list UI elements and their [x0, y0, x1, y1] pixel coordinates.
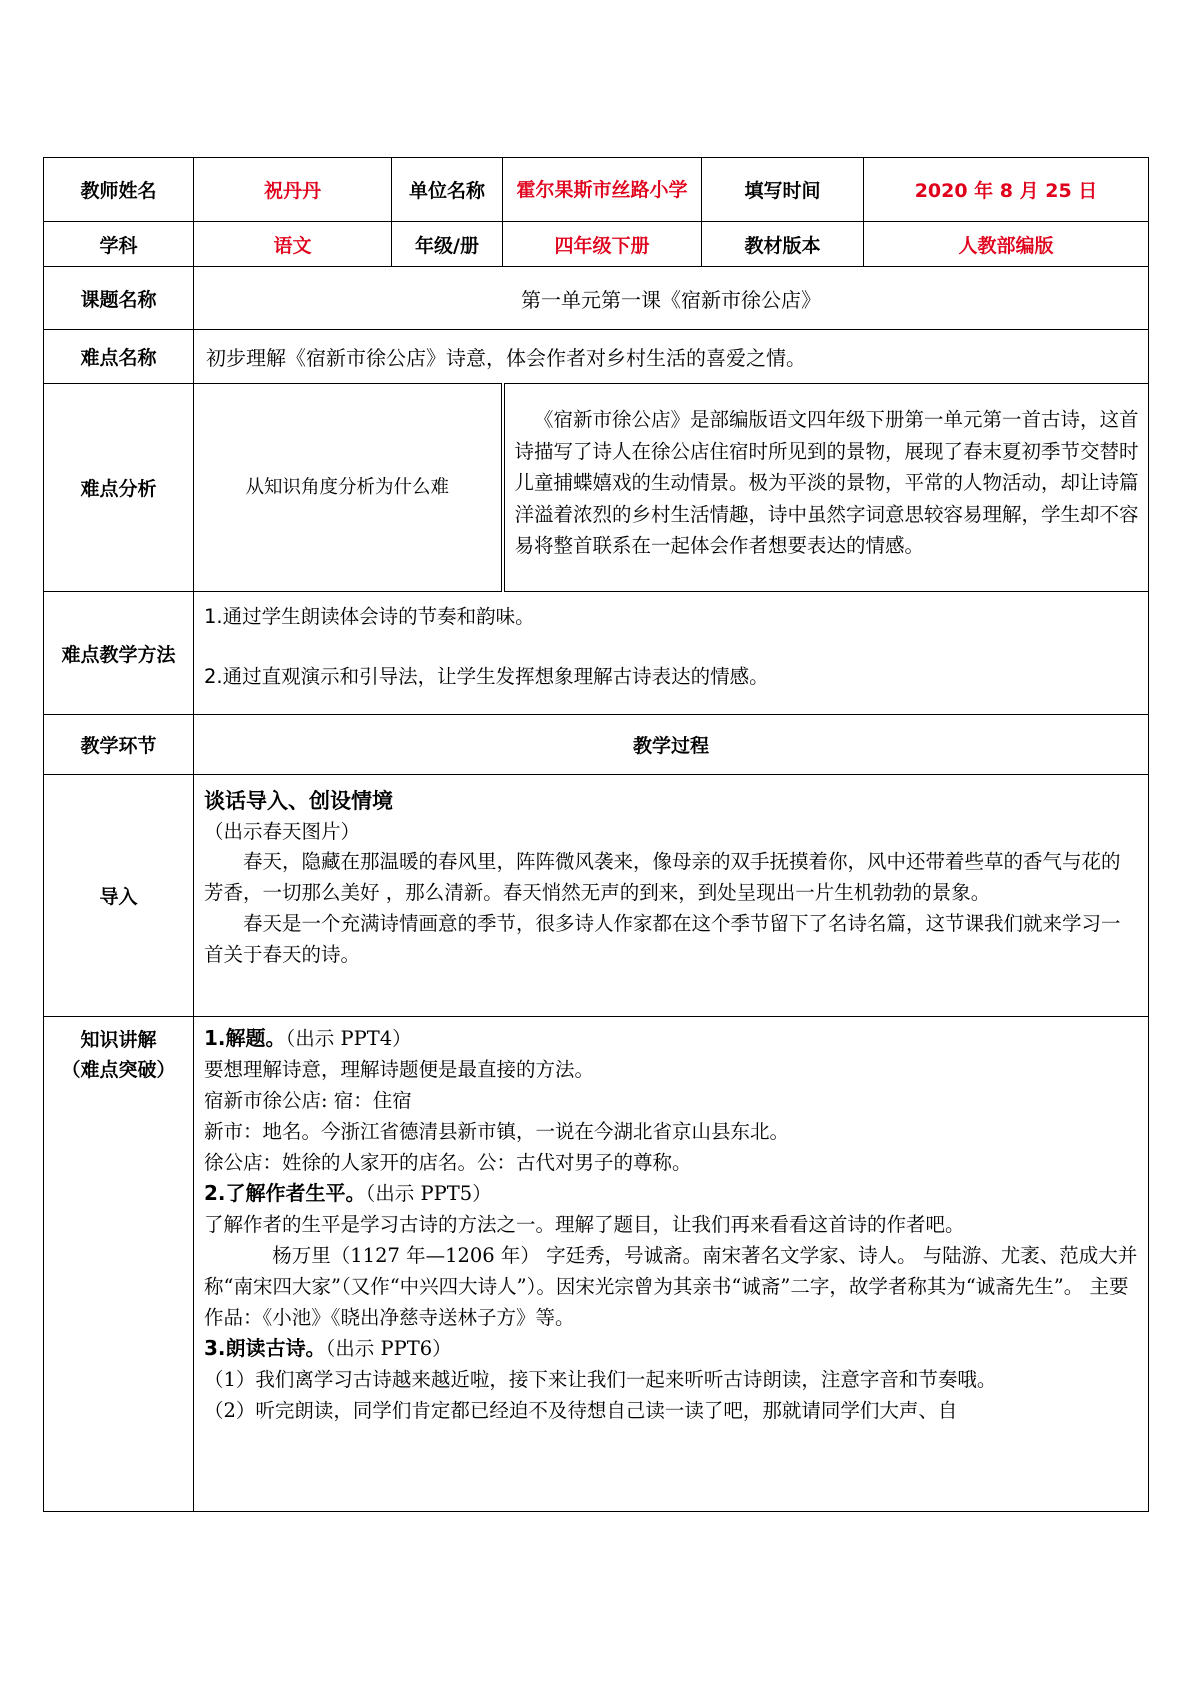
date-value: 2020 年 8 月 25 日 — [864, 158, 1149, 222]
analysis-sub-label: 从知识角度分析为什么难 — [194, 384, 503, 592]
header-row-2 — [44, 222, 1149, 267]
knowledge-label-1: 知识讲解 — [80, 1029, 157, 1051]
topic-row — [44, 267, 1149, 330]
subject-label: 学科 — [44, 222, 194, 267]
section-3-line-1: （1）我们离学习古诗越来越近啦，接下来让我们一起来听听古诗朗读，注意字音和节奏哦。 — [204, 1368, 997, 1391]
subject-value: 语文 — [194, 222, 392, 267]
edition-label: 教材版本 — [702, 222, 864, 267]
topic-value: 第一单元第一课《宿新市徐公店》 — [194, 267, 1149, 330]
grade-label: 年级/册 — [392, 222, 503, 267]
intro-paragraph-2: 春天是一个充满诗情画意的季节，很多诗人作家都在这个季节留下了名诗名篇，这节课我们就来学习一首关于春天的诗。 — [204, 912, 1121, 966]
difficulty-value: 初步理解《宿新市徐公店》诗意，体会作者对乡村生活的喜爱之情。 — [194, 330, 1149, 384]
section-1-title: 1.解题。 — [204, 1026, 286, 1050]
difficulty-label: 难点名称 — [44, 330, 194, 384]
section-2-line-2: 杨万里（1127 年—1206 年） 字廷秀，号诚斋。南宋著名文学家、诗人。 与陆游、尤袤、范成大并称“南宋四大家”（又作“中兴四大诗人”）。因宋光宗曾为其亲书“诚斋”二字，故学者称其为“诚斋先生”。 主要作品：《小池》《晓出净慈寺送林子方》等。 — [204, 1244, 1138, 1329]
section-1-line-4: 徐公店：姓徐的人家开的店名。公：古代对男子的尊称。 — [204, 1151, 692, 1174]
process-header-row — [44, 715, 1149, 775]
section-2-note: （出示 PPT5） — [365, 1182, 492, 1205]
header-row-1 — [44, 158, 1149, 222]
date-label: 填写时间 — [702, 158, 864, 222]
section-3-line-2: （2）听完朗读，同学们肯定都已经迫不及待想自己读一读了吧，那就请同学们大声、自 — [204, 1399, 958, 1422]
process-header-label: 教学环节 — [44, 715, 194, 775]
method-item-2: 2.通过直观演示和引导法，让学生发挥想象理解古诗表达的情感。 — [204, 665, 769, 688]
intro-title: 谈话导入、创设情境 — [204, 789, 393, 813]
methods-row — [44, 592, 1149, 715]
lesson-plan-table — [43, 157, 1149, 1512]
difficulty-row — [44, 330, 1149, 384]
section-1-note: （出示 PPT4） — [285, 1027, 412, 1050]
topic-label: 课题名称 — [44, 267, 194, 330]
section-1-line-2: 宿新市徐公店: 宿：住宿 — [204, 1089, 412, 1112]
section-3-note: （出示 PPT6） — [325, 1337, 452, 1360]
section-2-line-1: 了解作者的生平是学习古诗的方法之一。理解了题目，让我们再来看看这首诗的作者吧。 — [204, 1213, 965, 1236]
intro-label: 导入 — [44, 775, 194, 1017]
section-2-title: 2.了解作者生平。 — [204, 1181, 366, 1205]
intro-note: （出示春天图片） — [204, 820, 361, 843]
section-1-line-1: 要想理解诗意，理解诗题便是最直接的方法。 — [204, 1058, 595, 1081]
methods-label: 难点教学方法 — [44, 592, 194, 715]
lesson-plan-page — [43, 157, 1148, 1512]
process-header-value: 教学过程 — [194, 715, 1149, 775]
unit-label: 单位名称 — [392, 158, 503, 222]
analysis-row — [44, 384, 1149, 592]
teacher-value: 祝丹丹 — [194, 158, 392, 222]
analysis-label: 难点分析 — [44, 384, 194, 592]
grade-value: 四年级下册 — [503, 222, 702, 267]
unit-value: 霍尔果斯市丝路小学 — [503, 158, 702, 222]
edition-value: 人教部编版 — [864, 222, 1149, 267]
intro-paragraph-1: 春天，隐藏在那温暖的春风里，阵阵微风袭来，像母亲的双手抚摸着你，风中还带着些草的香气与花的芳香，一切那么美好 ，那么清新。春天悄然无声的到来，到处呈现出一片生机勃勃的景象。 — [204, 850, 1121, 904]
section-1-line-3: 新市：地名。今浙江省德清县新市镇，一说在今湖北省京山县东北。 — [204, 1120, 790, 1143]
analysis-value: 《宿新市徐公店》是部编版语文四年级下册第一单元第一首古诗，这首诗描写了诗人在徐公店住宿时所见到的景物，展现了春末夏初季节交替时儿童捕蝶嬉戏的生动情景。极为平淡的景物，平常的人物活动，却让诗篇洋溢着浓烈的乡村生活情趣，诗中虽然字词意思较容易理解，学生却不容易将整首联系在一起体会作者想要表达的情感。 — [514, 408, 1139, 557]
intro-row — [44, 775, 1149, 1017]
method-item-1: 1.通过学生朗读体会诗的节奏和韵味。 — [204, 605, 535, 628]
teacher-label: 教师姓名 — [44, 158, 194, 222]
knowledge-label-2: （难点突破） — [61, 1059, 176, 1081]
section-3-title: 3.朗读古诗。 — [204, 1336, 326, 1360]
knowledge-row — [44, 1017, 1149, 1512]
